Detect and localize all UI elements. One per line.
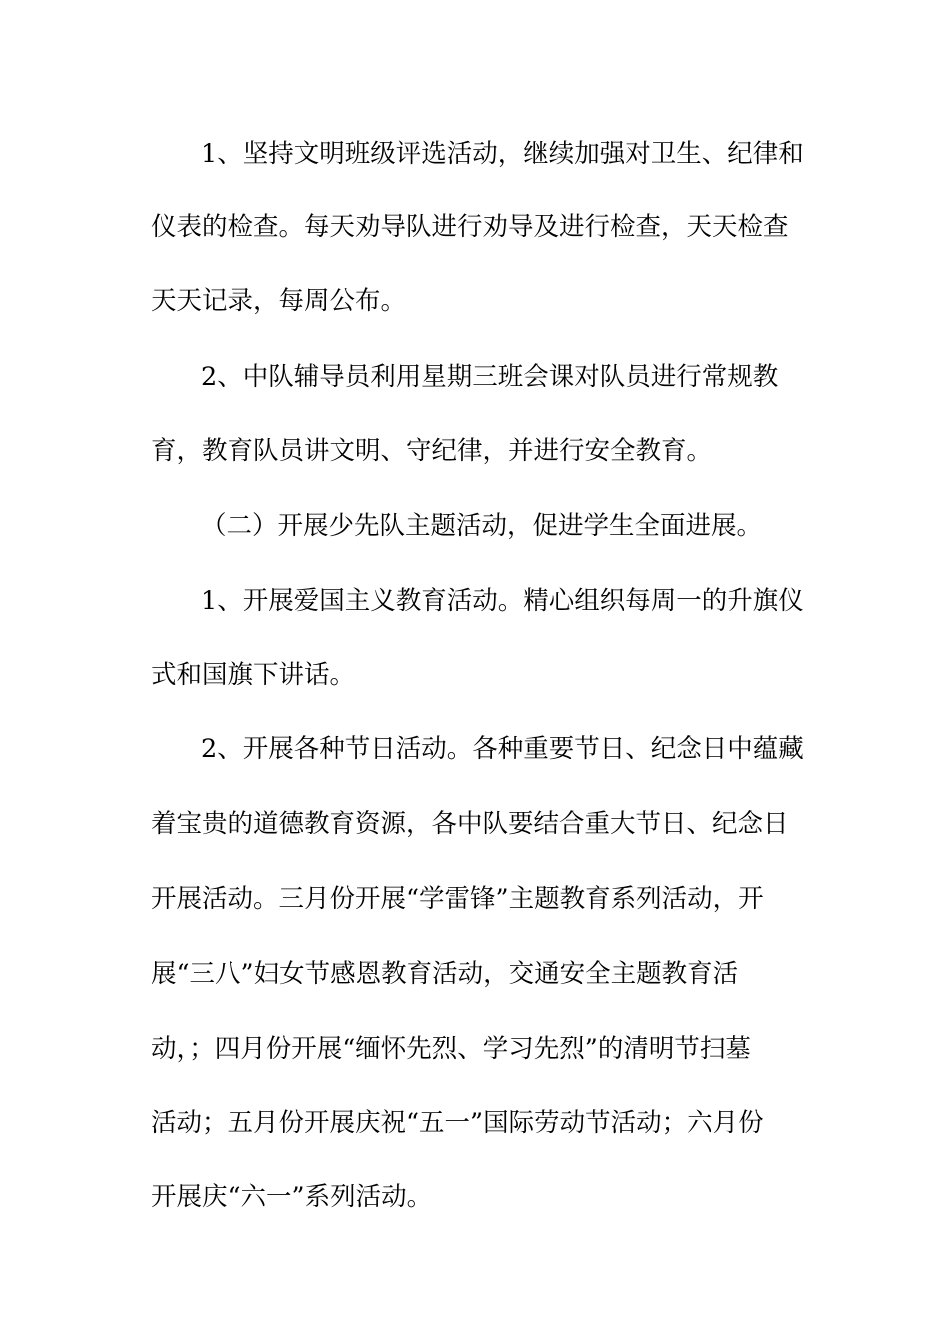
paragraph-4-line-6: 活动；五月份开展庆祝“五一”国际劳动节活动；六月份 bbox=[151, 1108, 764, 1138]
paragraph-4-line-1: 2、开展各种节日活动。各种重要节日、纪念日中蕴藏 bbox=[201, 734, 804, 764]
paragraph-3-line-1: 1、开展爱国主义教育活动。精心组织每周一的升旗仪 bbox=[201, 586, 804, 616]
paragraph-4-line-2: 着宝贵的道德教育资源，各中队要结合重大节日、纪念日 bbox=[151, 809, 789, 839]
paragraph-3-line-2: 式和国旗下讲话。 bbox=[151, 660, 356, 690]
paragraph-4-line-3: 开展活动。三月份开展“学雷锋”主题教育系列活动，开 bbox=[151, 884, 764, 914]
paragraph-1-line-1: 1、坚持文明班级评选活动，继续加强对卫生、纪律和 bbox=[201, 139, 804, 169]
paragraph-2-line-2: 育，教育队员讲文明、守纪律，并进行安全教育。 bbox=[151, 436, 713, 466]
paragraph-2-line-1: 2、中队辅导员利用星期三班会课对队员进行常规教 bbox=[201, 362, 779, 392]
paragraph-4-line-4: 展“三八”妇女节感恩教育活动，交通安全主题教育活 bbox=[151, 959, 739, 989]
paragraph-4-line-7: 开展庆“六一”系列活动。 bbox=[151, 1182, 433, 1212]
paragraph-1-line-2: 仪表的检查。每天劝导队进行劝导及进行检查，天天检查 bbox=[151, 212, 789, 242]
paragraph-1-line-3: 天天记录，每周公布。 bbox=[151, 286, 407, 316]
section-heading-2: （二）开展少先队主题活动，促进学生全面进展。 bbox=[201, 511, 763, 541]
paragraph-4-line-5: 动，；四月份开展“缅怀先烈、学习先烈”的清明节扫墓 bbox=[151, 1034, 751, 1064]
